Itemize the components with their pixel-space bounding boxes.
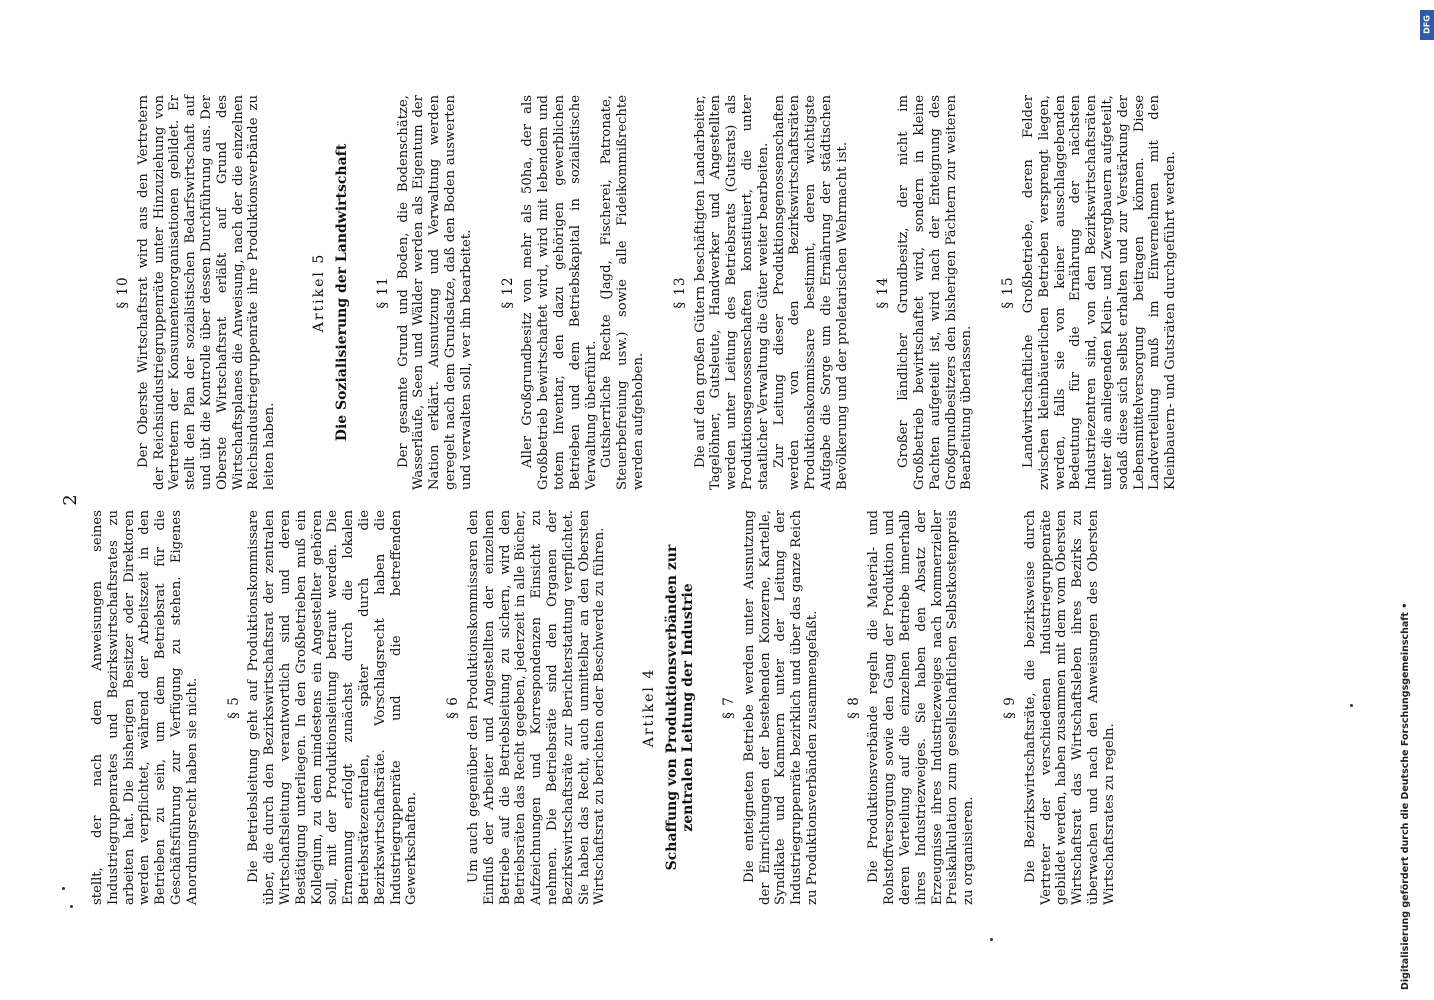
section-heading: § 10 [115,276,131,309]
page-number: 2 [60,494,81,506]
section-heading: § 7 [720,696,737,719]
paragraph: Die Produktionsverbände regeln die Material- und Rohstoffversorgung sowie den Gang der Produktion und deren Verteilung auf die einzelnen Betriebe innerhalb ihres Industriezweiges. Sie haben den Absatz der Erzeugnisse ihres Industriezweiges nach kommerzieller Preiskalkulation zum gesellschaftlichen Selbstkostenpreis zu organisieren. [866,510,977,905]
section-heading: § 5 [225,696,242,719]
paragraph: Aller Großgrundbesitz von mehr als 50ha, der als Großbetrieb bewirtschaftet wird, wird mit lebendem und totem Inventar, den dazu gehörigen gewerblichen Betrieben und dem Betriebskapital in sozialistische Verwaltung überführt. [520,95,599,490]
dfg-logo-text: DFG [1422,15,1432,34]
paragraph: Der gesamte Grund und Boden, die Bodenschätze, Wasserläufe, Seen und Wälder werden als Eigentum der Nation erklärt. Ausnutzung und Verwaltung werden geregelt nach dem Grundsatze, daß den Boden auswerten und verwalten soll, wer ihn bearbeitet. [395,95,474,490]
right-column [90,95,1179,490]
section-heading: § 6 [445,696,462,719]
paragraph: Die Betriebsleitung geht auf Produktionskommissare über, die durch den Bezirkswirtschaftsrat der zentralen Wirtschaftsleitung verantwortlich sind und deren Bestätigung unterliegen. In den Großbetrieben muß ein Kollegium, zu dem mindestens ein Angestellter gehören soll, mit der Produktionsleitung betraut werden. Die Ernennung erfolgt zunächst durch die lokalen Betriebsrätezentralen, später durch die Bezirkswirtschaftsräte. Vorschlagsrecht haben die Industriegruppenräte und die betreffenden Gewerkschaften. [246,510,420,905]
paragraph: Die enteigneten Betriebe werden unter Ausnutzung der Einrichtungen der bestehenden Konzerne, Kartelle, Syndikate und Kammern unter der Leitung der Industriegruppenräte bezirklich und über das ganze Reich zu Produktionsverbänden zusammengefaßt. [741,510,820,905]
paragraph: Der Oberste Wirtschaftsrat wird aus den Vertretern der Reichsindustriegruppenräte unter Hinzuziehung von Vertretern der Konsumentenorganisationen gebildet. Er stellt den Plan der sozialistischen Bedarfswirtschaft auf und übt die Kontrolle über dessen Durchführung aus. Der Oberste Wirtschaftsrat erläßt auf Grund des Wirtschaftsplanes die Anweisung, nach der die einzelnen Reichsindustriegruppenräte ihre Produktionsverbände zu leiten haben. [135,95,278,490]
paragraph: Großer ländlicher Grundbesitz, der nicht im Großbetrieb bewirtschaftet wird, sondern in kleine Pachten aufgeteilt ist, wird nach der Enteignung des Großgrundbesitzers den bisherigen Pächtern zur weiteren Bearbeitung überlassen. [896,95,975,490]
article-title: Schaffung von Produktionsverbänden zur zentralen Leitung der Industrie [663,544,696,871]
digitization-credit [1400,10,1430,990]
scan-speck [70,905,73,908]
section-heading: § 14 [875,276,892,309]
scan-speck [1350,704,1353,707]
paragraph: Landwirtschaftliche Großbetriebe, deren Felder zwischen kleinbäuerlichen Betrieben versprengt liegen, werden, falls sie von keiner ausschlaggebenden Bedeutung für die Ernährung der nächsten Industriezentren sind, von den Bezirkswirtschaftsräten unter die anliegenden Klein- und Zwergbauern aufgeteilt, sodaß diese sich selbst erhalten und zur Verstärkung der Lebensmittelversorgung beitragen können. Diese Landverteilung muß im Einvernehmen mit den Kleinbauern- und Gutsräten durchgeführt werden. [1021,95,1179,490]
paragraph: Gutsherrliche Rechte (Jagd, Fischerei, Patronate, Steuerbefreiung usw.) sowie alle Fideikommißrechte werden aufgehoben. [599,95,646,490]
scan-speck [990,938,993,941]
section-heading: § 13 [671,276,688,309]
paragraph: stellt, der nach den Anweisungen seines Industriegruppenrates und Bezirkswirtschaftsrates zu arbeiten hat. Die bisherigen Besitzer oder Direktoren werden verpflichtet, während der Arbeitszeit in den Betrieben zu sein, um dem Betriebsrat für die Geschäftsführung zur Verfügung zu stehen. Eigenes Anordnungsrecht haben sie nicht. [90,510,200,905]
section-heading: § 12 [499,276,516,309]
paragraph: Zur Leitung dieser Produktionsgenossenschaften werden von den Bezirkswirtschaftsräten Produktionskommissare bestimmt, deren wichtigste Aufgabe die Sorge um die Ernährung der städtischen Bevölkerung und der proletarischen Wehrmacht ist. [771,95,850,490]
paragraph: Die auf den großen Gütern beschäftigten Landarbeiter, Tagelöhner, Gutsleute, Handwerker und Angestellten werden unter Leitung des Betriebsrats (Gutsrats) als Produktionsgenossenschaften konstituiert, die unter staatlicher Verwaltung die Güter weiter bearbeiten. [692,95,771,490]
article-heading: Artikel 5 [310,252,327,333]
section-heading: § 11 [374,276,391,309]
paragraph: Die Bezirkswirtschaftsräte, die bezirksweise durch Vertreter der verschiedenen Industriegruppenräte gebildet werden, haben zusammen mit dem vom Obersten Wirtschaftsrat das Wirtschaftsleben ihres Bezirks zu überwachen und nach den Anweisungen des Obersten Wirtschaftsrates zu regeln. [1022,510,1117,905]
article-heading: Artikel 4 [641,667,658,748]
scan-speck [62,887,65,890]
section-heading: § 15 [1000,276,1017,309]
left-column [90,510,1118,905]
article-title: Die Sozialisierung der Landwirtschaft [333,143,350,442]
section-heading: § 9 [1002,696,1019,719]
paragraph: Um auch gegenüber den Produktionskommissaren den Einfluß der Arbeiter und Angestellten der einzelnen Betriebe auf die Betriebsleitung zu sichern, wird den Betriebsräten das Recht gegeben, jederzeit in alle Bücher, Aufzeichnungen und Korrespondenzen Einsicht zu nehmen. Die Betriebsräte sind den Organen der Bezirkswirtschaftsräte zur Berichterstattung verpflichtet. Sie haben das Recht, auch unmittelbar an den Obersten Wirtschaftsrat zu berichten oder Beschwerde zu führen. [465,510,608,905]
section-heading: § 8 [845,696,862,719]
credit-text: Digitalisierung gefördert durch die Deutsche Forschungsgemeinschaft • [1400,602,1411,990]
dfg-logo [1420,10,1434,40]
